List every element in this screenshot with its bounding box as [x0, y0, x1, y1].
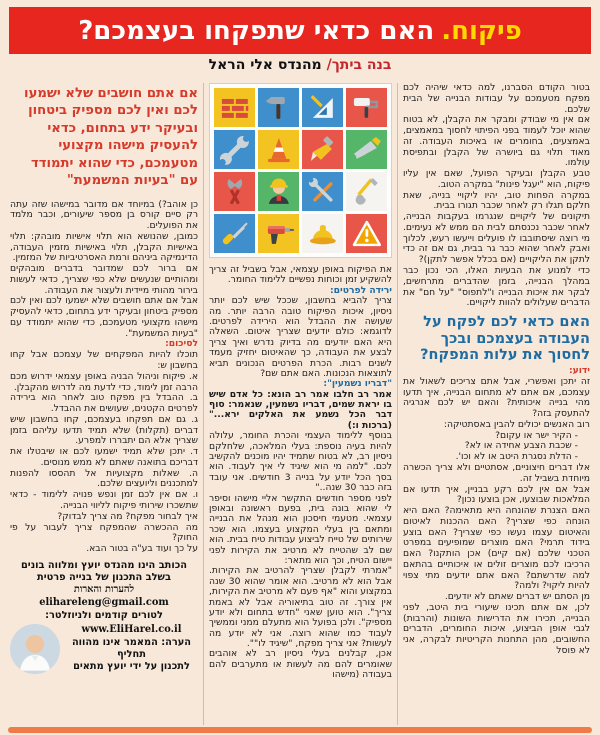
- author-footer: [10, 560, 198, 674]
- paragraph: צריך להביא בחשבון, שככל שיש לכם יותר ניסיון, איכות הפיקוח טובה הרבה יותר. מה שעושה את ההבדל הוא הירידה לפרטים. לדוגמא: כולם יודעים שצריך איטום. השאלה היא האם יודעים מה בדיוק נדרש ואיך צריך לבצע את העבודה, כך שהאיטום יחזיק מעמד לשנים רבות. הכרת הפרטים הנכונים תביא לתוצאות הנכונות. האם אתם שם?: [209, 295, 392, 379]
- author-links-notes: [65, 624, 198, 673]
- paragraph: איך לבחור מפקח? מה צריך לבדוק?: [57, 510, 198, 522]
- list-item: א. פיקוח וניהול הבניה באופן עצמאי ידרוש מכם הרבה זמן לימוד, כדי לדעת מה לדרוש מהקבלן.: [10, 370, 198, 393]
- bottom-rule: [8, 727, 592, 733]
- kicker-text: פיקוח.: [441, 15, 522, 46]
- column-right: [397, 83, 595, 725]
- paragraph: רוב האנשים יכולים להבין באסתטיקה:: [443, 418, 590, 430]
- paragraph: על כך ועוד בע"ה בטור הבא.: [86, 543, 198, 555]
- subhead-blue: "דבריו נשמעין":: [323, 378, 392, 390]
- wrench-icon: [214, 130, 255, 169]
- screwdriver-icon: [214, 214, 255, 253]
- traffic-cone-icon: [258, 130, 299, 169]
- headline-banner: [9, 7, 591, 54]
- paragraph: אבל אם אין לכם רקע בבניין, איך תדעו אם המלאכות שבוצעו, אכן בוצעו נכון?: [403, 483, 590, 506]
- paragraph: לכן, אם אתם תכינו שיעורי בית היטב, לפני הבנייה, תכירו את הדרישות השונות (והרבות) לגבי אופן הביצוע, איכות החומרים, הדברים החשובים, מהן התחנות הקריטיות לבקרה, אני לא פוסל: [403, 601, 590, 656]
- paragraph: את הפיקוח באופן עצמאי, אבל בשביל זה צריך להשקיע זמן וכוחות נפשיים ללימוד החומר.: [209, 264, 392, 286]
- paragraph: "אמרתי לקבלן שצריך להרטיב את הקירות. אבל הוא לא מרטיב. הוא אומר שהוא 30 שנה במקצוע והוא "אף פעם לא מרטיב את הקירות, אין צורך. זה טוב בתיאוריה אבל לא באמת צריך". הוא טוען שאני "חדש בתחום ולא יודע מספיק". ולכן בפועל הוא מתעלם ממני וממשיך לעבוד כמו שהוא רוצה. אני לא יודע מה לעשות? אני צריך מפקח, "שיגיד לו"".: [209, 565, 392, 650]
- paragraph: כן אוהב?) במיוחד אם מדובר במישהו שזה עתה רק סיים קורס בן מספר שיעורים, וכבר מלמד את הפועלים.: [10, 198, 198, 232]
- paragraph: זה יתכן ואפשרי, אבל אתם צריכים לשאול את עצמכם, אם אתם לא מתחום הבנייה, איך תדעו מהי בנייה איכותית? והאם יש לכם אנרגיה להתעסק בזה?: [403, 375, 590, 420]
- paragraph: במקרה הפחות טוב, יהיו ליקויי בנייה, שאת חלקם תגלו רק לאחר שכבר תגורו בבית.: [403, 189, 590, 212]
- headline-text: האם כדאי שתפקחו בעצמכם?: [78, 15, 435, 46]
- disclaimer-line: לתכנון על ידי יועץ מתאים: [73, 661, 190, 673]
- drill-icon: [258, 214, 299, 253]
- shovel-icon: [346, 172, 387, 211]
- list-item: ג. גם אם תפקחו בעצמכם, קחו בחשבון שיש דברים (תקלות) שלא תמיד תדעו עליהם בזמן שצריך אלא הם יתבררו למפרע.: [10, 413, 198, 447]
- bullet-item: - הקיר ישר או עקום?: [495, 429, 578, 441]
- paragraph: אכן, קבלנים בעלי ניסיון רב לא אוהבים שאומרים להם מה לעשות או מתערבים להם בעבודה (מישהו: [209, 648, 392, 681]
- column-middle: [203, 83, 397, 725]
- column-left: [5, 83, 203, 725]
- paragraph: טבע הקבלן ובעיקר הפועל, שאם אין עליו פיקוח, הוא "יעגל פינות" במקרה הטוב.: [403, 168, 590, 190]
- subhead-red: ידוע:: [568, 365, 590, 377]
- links-label: לטורים קודמים ולניוזלטר:: [45, 609, 163, 621]
- author-row: [10, 624, 198, 674]
- email-link[interactable]: elihareleng@gmail.com: [39, 597, 169, 608]
- paragraph: בטור הקודם הסברנו, למה כדאי שיהיה לכם מפקח מטעמכם על עבודות הבנייה של הבית שלכם.: [403, 83, 590, 115]
- list-item: ו. אם אין לכם זמן ונפש פנויה ללימוד - כדאי שתשכרו שירותי פיקוח לליווי הבנייה.: [10, 489, 198, 511]
- paragraph: לפני מספר חודשים התקשר אליי מישהו וסיפר לי שהוא בונה בית, בפעם ראשונה ובאופן עצמאי. מטעמי חיסכון הוא מנהל את הבנייה ומתאם בין בעלי המקצוע בעצמו. הוא שכר שירותים של טייח לביצוע עבודות טיח בבית. הוא שם לב שהטייח לא מרטיב את הקירות לפני יישום הטיח, וכך הוא מתאר:: [209, 492, 392, 566]
- hard-hat-icon: [302, 214, 343, 253]
- paragraph: האם הצנרת שהונחה היא מתאימה? האם היא הונחה כפי שצריך? האם ההכנות לאיטום והאיטום עצמו נעשו כפי שצריך? האם בוצע בידוד תרמי? האם מוצרים שמופיעים במפרט הטכני שלכם (אם קיים) אכן הותקנו? האם הרכיבו לכם מוצרים זולים או איכותיים בהתאם למה שדרשתם? האם אתם יודעים מתי צפוי להיות ליקוי? ולמה?: [403, 505, 590, 592]
- disclaimer-line: הערה: המאמר אינו מהווה תחליף: [71, 636, 192, 661]
- list-item: ה. שאלות מקצועיות אל תהססו להפנות למתכננים וליועצים שלכם.: [10, 467, 198, 490]
- paragraph: מן הסתם יש דברים שאתם לא יודעים.: [444, 591, 590, 603]
- saw-icon: [346, 130, 387, 169]
- paragraph: בנוסף ללימוד העצמי והכרת החומר, עלולה להיות בעיה נוספת: בעלי המלאכה, שלחלקם ניסיון רב, לא בטוח שתמיד יהיו מוכנים להקשיב לכם. "למה מי הוא שיגיד לי איך לעבוד. הוא בסך הכל יודע על בנייה 3 חודשים. אני עובד בזה כבר 30 שנה..": [209, 430, 392, 494]
- list-item: ב. ההבדל בין מפקח טוב לאחר הוא בירידה לפרטים הקטנים, שעושים את ההבדל.: [10, 392, 198, 415]
- bullet-item: - הדלת נסגרת היטב או לא וכו'.: [455, 451, 578, 463]
- byline-author: מהנדס אלי הראל: [208, 57, 327, 73]
- list-item: ד. יתכן שלא תמיד ישמעו לכם או שיבטלו את דבריכם בתואנה שאתם לא ממש מנוסים.: [10, 446, 198, 468]
- byline-section: בנה ביתך/: [326, 57, 392, 73]
- byline: [0, 57, 600, 73]
- pull-quote: אם אתם חושבים שלא ישמעו לכם ואין לכם מספיק ביטחון ובעיקר ידע בתחום, כדאי להעסיק מישהו מקצועי מטעמכם, כדי שהוא יתמודד עם "בעיות המשמעת": [24, 86, 198, 189]
- pliers-icon: [214, 172, 255, 211]
- ruler-set-square-icon: [302, 88, 343, 127]
- paragraph: כדי למנוע את הבעיות האלו, הכי נכון כבר במהלך הבנייה, בזמן שהדברים מתרחשים, לבקר את איכות הבנייה ו"לתפוס" "על חם" את הדברים שעלולים להוות ליקויים.: [403, 265, 590, 309]
- author-bio-line: הכותב הינו מהנדס יועץ ומלווה בונים: [20, 559, 188, 571]
- bullet-item: - שכבת הצבע אחידה או לא?: [464, 440, 578, 452]
- section-heading: האם כדאי לכם לפקח על העבודה בעצמכם ובכך לחסוך את עלות המפקח?: [420, 314, 590, 364]
- paragraph: אם אין מי שבודק ומבקר את הקבלן, לא בטוח שהוא יוכל לעמוד בפני הפיתוי לחסוך במאמצים, באמצעים, בחומרים או באיכות העבודה. זה מאוד תלוי גם ביושרה של הקבלן ובתפיסת עולמו.: [403, 114, 590, 169]
- paragraph: כמובן, שהנושא הוא תלוי אישיות מובהק: תלוי באישיות הקבלן, תלוי באישיות מזמין העבודה, הדינמיקה ביניהם ורמת האסרטיביות של המזמין.: [10, 230, 198, 264]
- author-bio-line: בשלב התכנון של בנייה פרטית: [37, 572, 171, 584]
- warning-triangle-icon: [346, 214, 387, 253]
- paragraph: תיקונים של ליקויים שנגרמו בעקבות הבנייה, לאחר שכבר נכנסתם לבית הם ממש לא נעימים. מי רוצה שיסתובבו לו פועלים וייעשו רעש, לכלוך ואבק לאחר שהוא כבר גר בבית, גם אם זה כדי לתקן את הליקויים (אם בכלל אפשר לתקן)?: [403, 211, 590, 266]
- email-label: להערות והארות: [73, 584, 135, 596]
- crossed-tools-icon: [302, 172, 343, 211]
- bricks-icon: [214, 88, 255, 127]
- talmud-quote: אמר רב חלבו אמר רב הונא: כל אדם שיש בו יראת שמים, דבריו נשמעין, שנאמר: סוף דבר הכל נשמע את האלקים ירא..." (ברכות ו:): [209, 388, 392, 431]
- paragraph: מה ההכשרה שהמפקח צריך לעבור על פי החוק?: [10, 521, 198, 544]
- paragraph: אבל אם אתם חושבים שלא ישמעו לכם ואין לכם מספיק ביטחון ובעיקר ידע בתחום, כדאי להעסיק מישהו מקצועי מטעמכם, כדי שהוא יתמודד עם "בעיות המשמעת".: [10, 295, 198, 339]
- paragraph: תוכלו להיות המפקחים של עצמכם אבל קחו בחשבון ש:: [10, 349, 198, 372]
- tools-illustration-panel: [209, 83, 392, 258]
- author-photo: [10, 624, 60, 674]
- subhead-blue: ירידה לפרטים:: [329, 284, 392, 296]
- subhead-red: לסיכום:: [165, 338, 198, 350]
- paragraph: אם ברור לכם שמדובר בדברים מובהקים ומהותיים שנעשים שלא כפי שצריך, כדאי לעשות בירור מהותי מיידית ולעצור את העבודה.: [10, 263, 198, 296]
- paint-brush-icon: [302, 130, 343, 169]
- paint-roller-icon: [346, 88, 387, 127]
- website-link[interactable]: www.EliHarel.co.il: [81, 624, 182, 636]
- tools-icon-grid: [214, 88, 387, 253]
- contact-email-line: [10, 584, 198, 609]
- article-columns: [5, 83, 595, 725]
- hammer-icon: [258, 88, 299, 127]
- construction-worker-icon: [258, 172, 299, 211]
- paragraph: אלו דברים חיצוניים, אסתטיים ולא צריך הכשרה מיוחדת בשביל זה.: [403, 461, 590, 484]
